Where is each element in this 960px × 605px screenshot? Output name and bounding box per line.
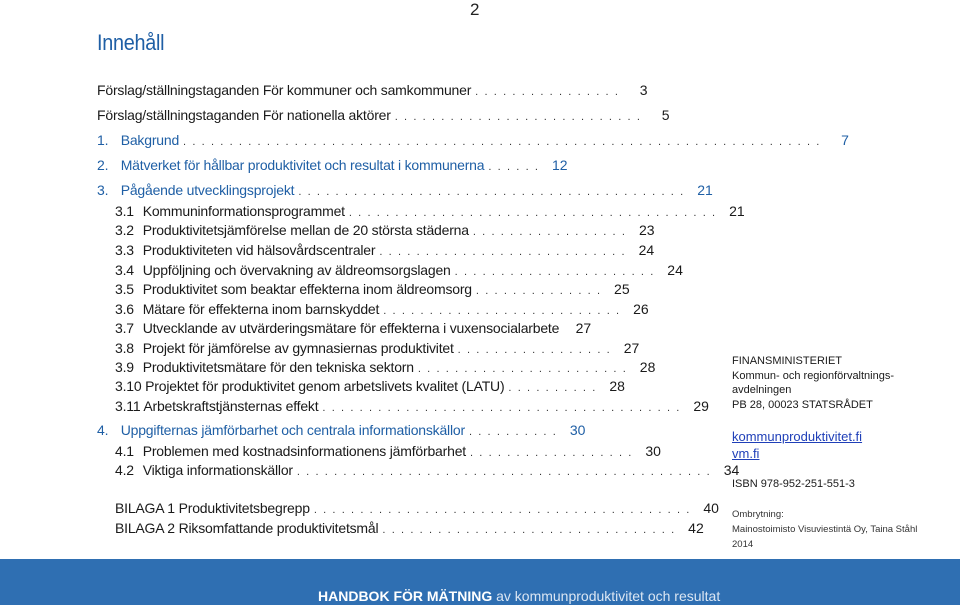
- toc-leader: . . . . . . . . . . . . . . . . . . . . . . . . . . . . . . . . . . . . . . . . .: [313, 504, 691, 516]
- toc-leader: . . . . . . . . . . . . . . . . . . . . . . . . . .: [383, 305, 621, 317]
- toc-entry-page: 28: [639, 359, 656, 375]
- toc-entry-number: 3.4: [115, 262, 134, 278]
- toc-entry-page: 24: [638, 242, 655, 258]
- toc-entry-page: 26: [633, 301, 649, 317]
- toc-leader: . . . . . . . . . . . . . . . . . . . . . . . . . . .: [379, 246, 627, 258]
- toc-entry-title: Bakgrund: [120, 132, 180, 148]
- toc-entry-page: 30: [645, 443, 661, 459]
- toc-entry-title: Projektet för produktivitet genom arbetslivets kvalitet (LATU): [145, 378, 505, 394]
- toc-entry-page: 27: [575, 320, 592, 336]
- toc-entry[interactable]: [115, 396, 709, 416]
- toc-entry-page: 3: [639, 82, 648, 98]
- toc-leader: . . . . . . . . . . . . . . . .: [475, 86, 620, 98]
- toc-entry-number: 3.: [97, 182, 109, 198]
- toc-entry-title: Produktivitetsjämförelse mellan de 20 största städerna: [142, 222, 469, 238]
- toc-entry-title: Uppföljning och övervakning av äldreomsorgslagen: [142, 262, 451, 278]
- toc-leader: . . . . . .: [488, 161, 540, 173]
- toc-entry-page: 27: [623, 340, 640, 356]
- page-number: 2: [470, 0, 480, 19]
- toc-entry-page: 30: [569, 422, 586, 438]
- toc-entry-page: 34: [723, 462, 740, 478]
- toc-entry-title: Uppgifternas jämförbarhet och centrala informationskällor: [120, 422, 465, 438]
- toc-entry-number: 4.2: [115, 462, 134, 478]
- toc-entry-number: 4.1: [115, 443, 134, 459]
- toc-leader: . . . . . . . . . . . . . . . . .: [472, 226, 627, 238]
- toc-entry-title: Förslag/ställningstaganden För nationella aktörer: [97, 107, 391, 123]
- layout-label: Ombrytning:: [732, 509, 784, 520]
- isbn: ISBN 978-952-251-551-3: [732, 478, 855, 490]
- toc-entry-number: 2.: [97, 157, 109, 173]
- toc-entry[interactable]: [115, 518, 704, 538]
- toc-entry-number: 1.: [97, 132, 109, 148]
- toc-leader: . . . . . . . . . . . . . . . . . . . . . . . . . . . . . . . .: [382, 524, 676, 536]
- ministry-name: FINANSMINISTERIET: [732, 355, 843, 367]
- toc-entry[interactable]: [115, 279, 630, 299]
- toc-leader: . . . . . . . . . . . . . . . . . . . . . . . . . . . . . . . . . . . . . . . . . .: [298, 186, 685, 198]
- toc-entry-title: Utvecklande av utvärderingsmätare för effekterna i vuxensocialarbete: [142, 320, 560, 336]
- website-link-vm[interactable]: vm.fi: [732, 446, 760, 461]
- footer-title-bold: HANDBOK FÖR MÄTNING: [318, 588, 493, 604]
- toc-entry-title: Förslag/ställningstaganden För kommuner och samkommuner: [97, 82, 472, 98]
- toc-entry-page: 24: [667, 262, 683, 278]
- toc-entry-number: 3.6: [115, 301, 134, 317]
- toc-entry-page: 21: [729, 203, 745, 219]
- toc-entry-title: Kommuninformationsprogrammet: [142, 203, 345, 219]
- toc-entry-title: Problemen med kostnadsinformationens jämförbarhet: [142, 443, 466, 459]
- toc-leader: . . . . . . . . . . . . . . . . . . . . . . . . . . . . . . . . . . . . . . . . . . . . . . . . . . . . . . . . . . . . . . . . . . . . .: [183, 136, 821, 148]
- toc-entry[interactable]: [97, 80, 648, 100]
- toc-entry-title: Pågående utvecklingsprojekt: [120, 182, 295, 198]
- toc-entry-page: 42: [688, 520, 704, 536]
- website-link-kommunproduktivitet[interactable]: kommunproduktivitet.fi: [732, 429, 863, 444]
- toc-leader: . . . . . . . . . . . . . . . . . . . . . .: [454, 266, 655, 278]
- toc-entry[interactable]: [115, 260, 683, 280]
- toc-entry-number: BILAGA 2: [115, 520, 175, 536]
- toc-entry[interactable]: [115, 240, 655, 260]
- toc-entry[interactable]: [115, 338, 640, 358]
- toc-entry-page: 5: [661, 107, 670, 123]
- toc-entry[interactable]: [115, 220, 655, 240]
- toc-entry-number: 3.9: [115, 359, 134, 375]
- toc-leader: . . . . . . . . . . . . . . . . .: [457, 344, 612, 356]
- toc-entry-page: 7: [841, 132, 849, 148]
- toc-entry[interactable]: [115, 460, 740, 480]
- toc-entry-number: 3.7: [115, 320, 134, 336]
- toc-title: Innehåll: [97, 30, 165, 55]
- toc-entry-page: 21: [697, 182, 713, 198]
- toc-entry-page: 29: [693, 398, 709, 414]
- department-line-1: Kommun- och regionförvaltnings-: [732, 370, 895, 382]
- toc-entry[interactable]: [115, 299, 649, 319]
- toc-leader: . . . . . . . . . . . . . . . . . . . . . . . . . . . . . . . . . . . . . . .: [322, 402, 681, 414]
- toc-entry-number: 4.: [97, 422, 109, 438]
- toc-entry-number: 3.10: [115, 378, 142, 394]
- toc-entry-title: Produktivitet som beaktar effekterna inom äldreomsorg: [142, 281, 472, 297]
- toc-entry[interactable]: [115, 498, 719, 518]
- toc-entry-number: 3.3: [115, 242, 134, 258]
- toc-leader: . . . . . . . . . . . . . . . . . . . . . . . . . . .: [394, 111, 642, 123]
- toc-entry-number: BILAGA 1: [115, 500, 175, 516]
- toc-entry-page: 25: [614, 281, 630, 297]
- toc-leader: . . . . . . . . . . . . . . . . . . . . . . . . . . . . . . . . . . . . . . . . . . . . .: [296, 466, 712, 478]
- toc-entry-number: 3.8: [115, 340, 134, 356]
- toc-entry[interactable]: [115, 376, 625, 396]
- footer-title: [318, 588, 720, 604]
- toc-entry-title: Produktiviteten vid hälsovårdscentraler: [142, 242, 376, 258]
- toc-entry-title: Viktiga informationskällor: [142, 462, 293, 478]
- toc-entry-title: Projekt för jämförelse av gymnasiernas produktivitet: [142, 340, 454, 356]
- toc-entry[interactable]: [97, 420, 586, 440]
- toc-entry-title: Riksomfattande produktivitetsmål: [178, 520, 379, 536]
- postal-address: PB 28, 00023 STATSRÅDET: [732, 399, 873, 411]
- toc-leader: . . . . . . . . . . . . . . . . . . . . . . . . . . . . . . . . . . . . . . . .: [348, 207, 717, 219]
- footer-bar: [0, 559, 960, 605]
- toc-leader: . . . . . . . . . . . . . .: [475, 285, 602, 297]
- toc-entry[interactable]: [115, 357, 656, 377]
- publication-year: 2014: [732, 539, 754, 550]
- toc-entry-page: 40: [703, 500, 719, 516]
- department-line-2: avdelningen: [732, 384, 792, 396]
- toc-entry-title: Mätare för effekterna inom barnskyddet: [142, 301, 380, 317]
- toc-leader: . . . . . . . . . .: [468, 426, 558, 438]
- toc-entry-number: 3.11: [115, 398, 141, 414]
- toc-entry-number: 3.5: [115, 281, 134, 297]
- toc-entry[interactable]: [115, 318, 592, 338]
- toc-entry-title: Produktivitetsmätare för den tekniska sektorn: [142, 359, 414, 375]
- toc-entry[interactable]: [97, 155, 568, 175]
- footer-title-rest: av kommunproduktivitet och resultat: [492, 588, 721, 604]
- toc-entry-number: 3.2: [115, 222, 134, 238]
- toc-entry-page: 28: [609, 378, 625, 394]
- toc-entry[interactable]: [115, 201, 745, 221]
- toc-entry-page: 23: [638, 222, 655, 238]
- toc-entry-page: 12: [551, 157, 568, 173]
- toc-entry-title: Produktivitetsbegrepp: [178, 500, 310, 516]
- toc-entry[interactable]: [97, 130, 849, 150]
- toc-leader: . . . . . . . . . . . . . . . . . . . . . . .: [417, 363, 628, 375]
- toc-entry[interactable]: [115, 441, 661, 461]
- toc-leader: . . . . . . . . . .: [508, 382, 597, 394]
- toc-entry[interactable]: [97, 105, 670, 125]
- toc-leader: . . . . . . . . . . . . . . . . . .: [469, 447, 633, 459]
- layout-credit: Mainostoimisto Visuviestintä Oy, Taina Ståhl: [732, 524, 918, 535]
- toc-entry-title: Mätverket för hållbar produktivitet och resultat i kommunerna: [120, 157, 485, 173]
- toc-entry[interactable]: [97, 180, 713, 200]
- toc-entry-number: 3.1: [115, 203, 134, 219]
- toc-entry-title: Arbetskraftstjänsternas effekt: [143, 398, 319, 414]
